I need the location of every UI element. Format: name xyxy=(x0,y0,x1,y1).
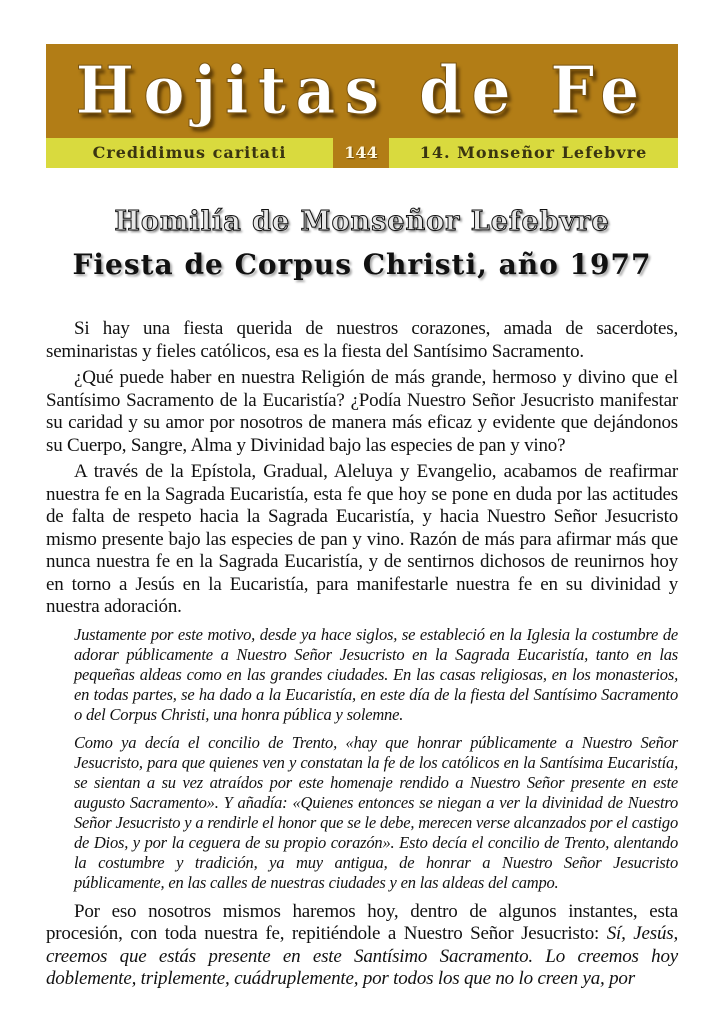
issue-number: 144 xyxy=(333,138,389,168)
block-quote: Justamente por este motivo, desde ya hace siglos, se estableció en la Iglesia la costumbre de adorar públicamente a Nuestro Señor Jesucristo en la Sagrada Eucaristía, tanto en las pequeñas aldeas como en las grandes ciudades. En las casas religiosas, en los monasterios, en todas partes, se ha dado a la Eucaristía, en este día de la fiesta del Santísimo Sacramento o del Corpus Christi, una honra pública y solemne. xyxy=(74,624,678,724)
paragraph xyxy=(46,901,678,991)
paragraph-roman-text: Por eso nosotros mismos haremos hoy, dentro de algunos instantes, esta procesión, con toda nuestra fe, repitiéndole a Nuestro Señor Jesucristo: xyxy=(46,900,678,944)
article-title: Homilía de Monseñor Lefebvre xyxy=(114,206,610,237)
masthead-header xyxy=(46,44,678,168)
series-subject: 14. Monseñor Lefebvre xyxy=(419,143,648,162)
series-motto: Credidimus caritati xyxy=(92,143,287,162)
paragraph: Si hay una fiesta querida de nuestros corazones, amada de sacerdotes, seminaristas y fieles católicos, esa es la fiesta del Santísimo Sacramento. xyxy=(46,318,678,362)
paragraph: A través de la Epístola, Gradual, Aleluya y Evangelio, acabamos de reafirmar nuestra fe en la Sagrada Eucaristía, esta fe que hoy se pone en duda por las actitudes de falta de respeto hacia la Sagrada Eucaristía, y hacia Nuestro Señor Jesucristo mismo presente bajo las especies de pan y vino. Razón de más para afirmar más que nunca nuestra fe en la Sagrada Eucaristía, y de sentirnos dichosos de reunirnos hoy en torno a Jesús en la Eucaristía, para manifestarle nuestra fe en su divinidad y nuestra adoración. xyxy=(46,461,678,617)
article-subtitle: Fiesta de Corpus Christi, año 1977 xyxy=(72,248,652,281)
masthead-title: Hojitas de Fe xyxy=(75,52,649,129)
paragraph: ¿Qué puede haber en nuestra Religión de más grande, hermoso y divino que el Santísimo Sacramento de la Eucaristía? ¿Podía Nuestro Señor Jesucristo manifestar su caridad y su amor por nosotros de manera más eficaz y evidente que dejándonos su Cuerpo, Sangre, Alma y Divinidad bajo las especies de pan y vino? xyxy=(46,367,678,456)
series-strip xyxy=(46,138,678,168)
paragraph-italic-text: Sí, Jesús, creemos que estás presente en este Santísimo Sacramento. Lo creemos hoy doblemente, triplemente, cuádruplemente, por todos los que no lo creen ya, por xyxy=(46,923,678,989)
article-body xyxy=(46,318,678,995)
block-quote: Como ya decía el concilio de Trento, «hay que honrar públicamente a Nuestro Señor Jesucristo, para que quienes ven y constatan la fe de los católicos en la Santísima Eucaristía, se sientan a su vez atraídos por este homenaje rendido a Nuestro Señor presente en este augusto Sacramento». Y añadía: «Quienes entonces se niegan a ver la divinidad de Nuestro Señor Jesucristo y a rendirle el honor que se le debe, merecen verse alcanzados por el castigo de Dios, y por la ceguera de su propio corazón». Esto decía el concilio de Trento, alentando la costumbre y tradición, ya muy antigua, de honrar a Nuestro Señor Jesucristo públicamente, en las calles de nuestras ciudades y en las aldeas del campo. xyxy=(74,732,678,892)
